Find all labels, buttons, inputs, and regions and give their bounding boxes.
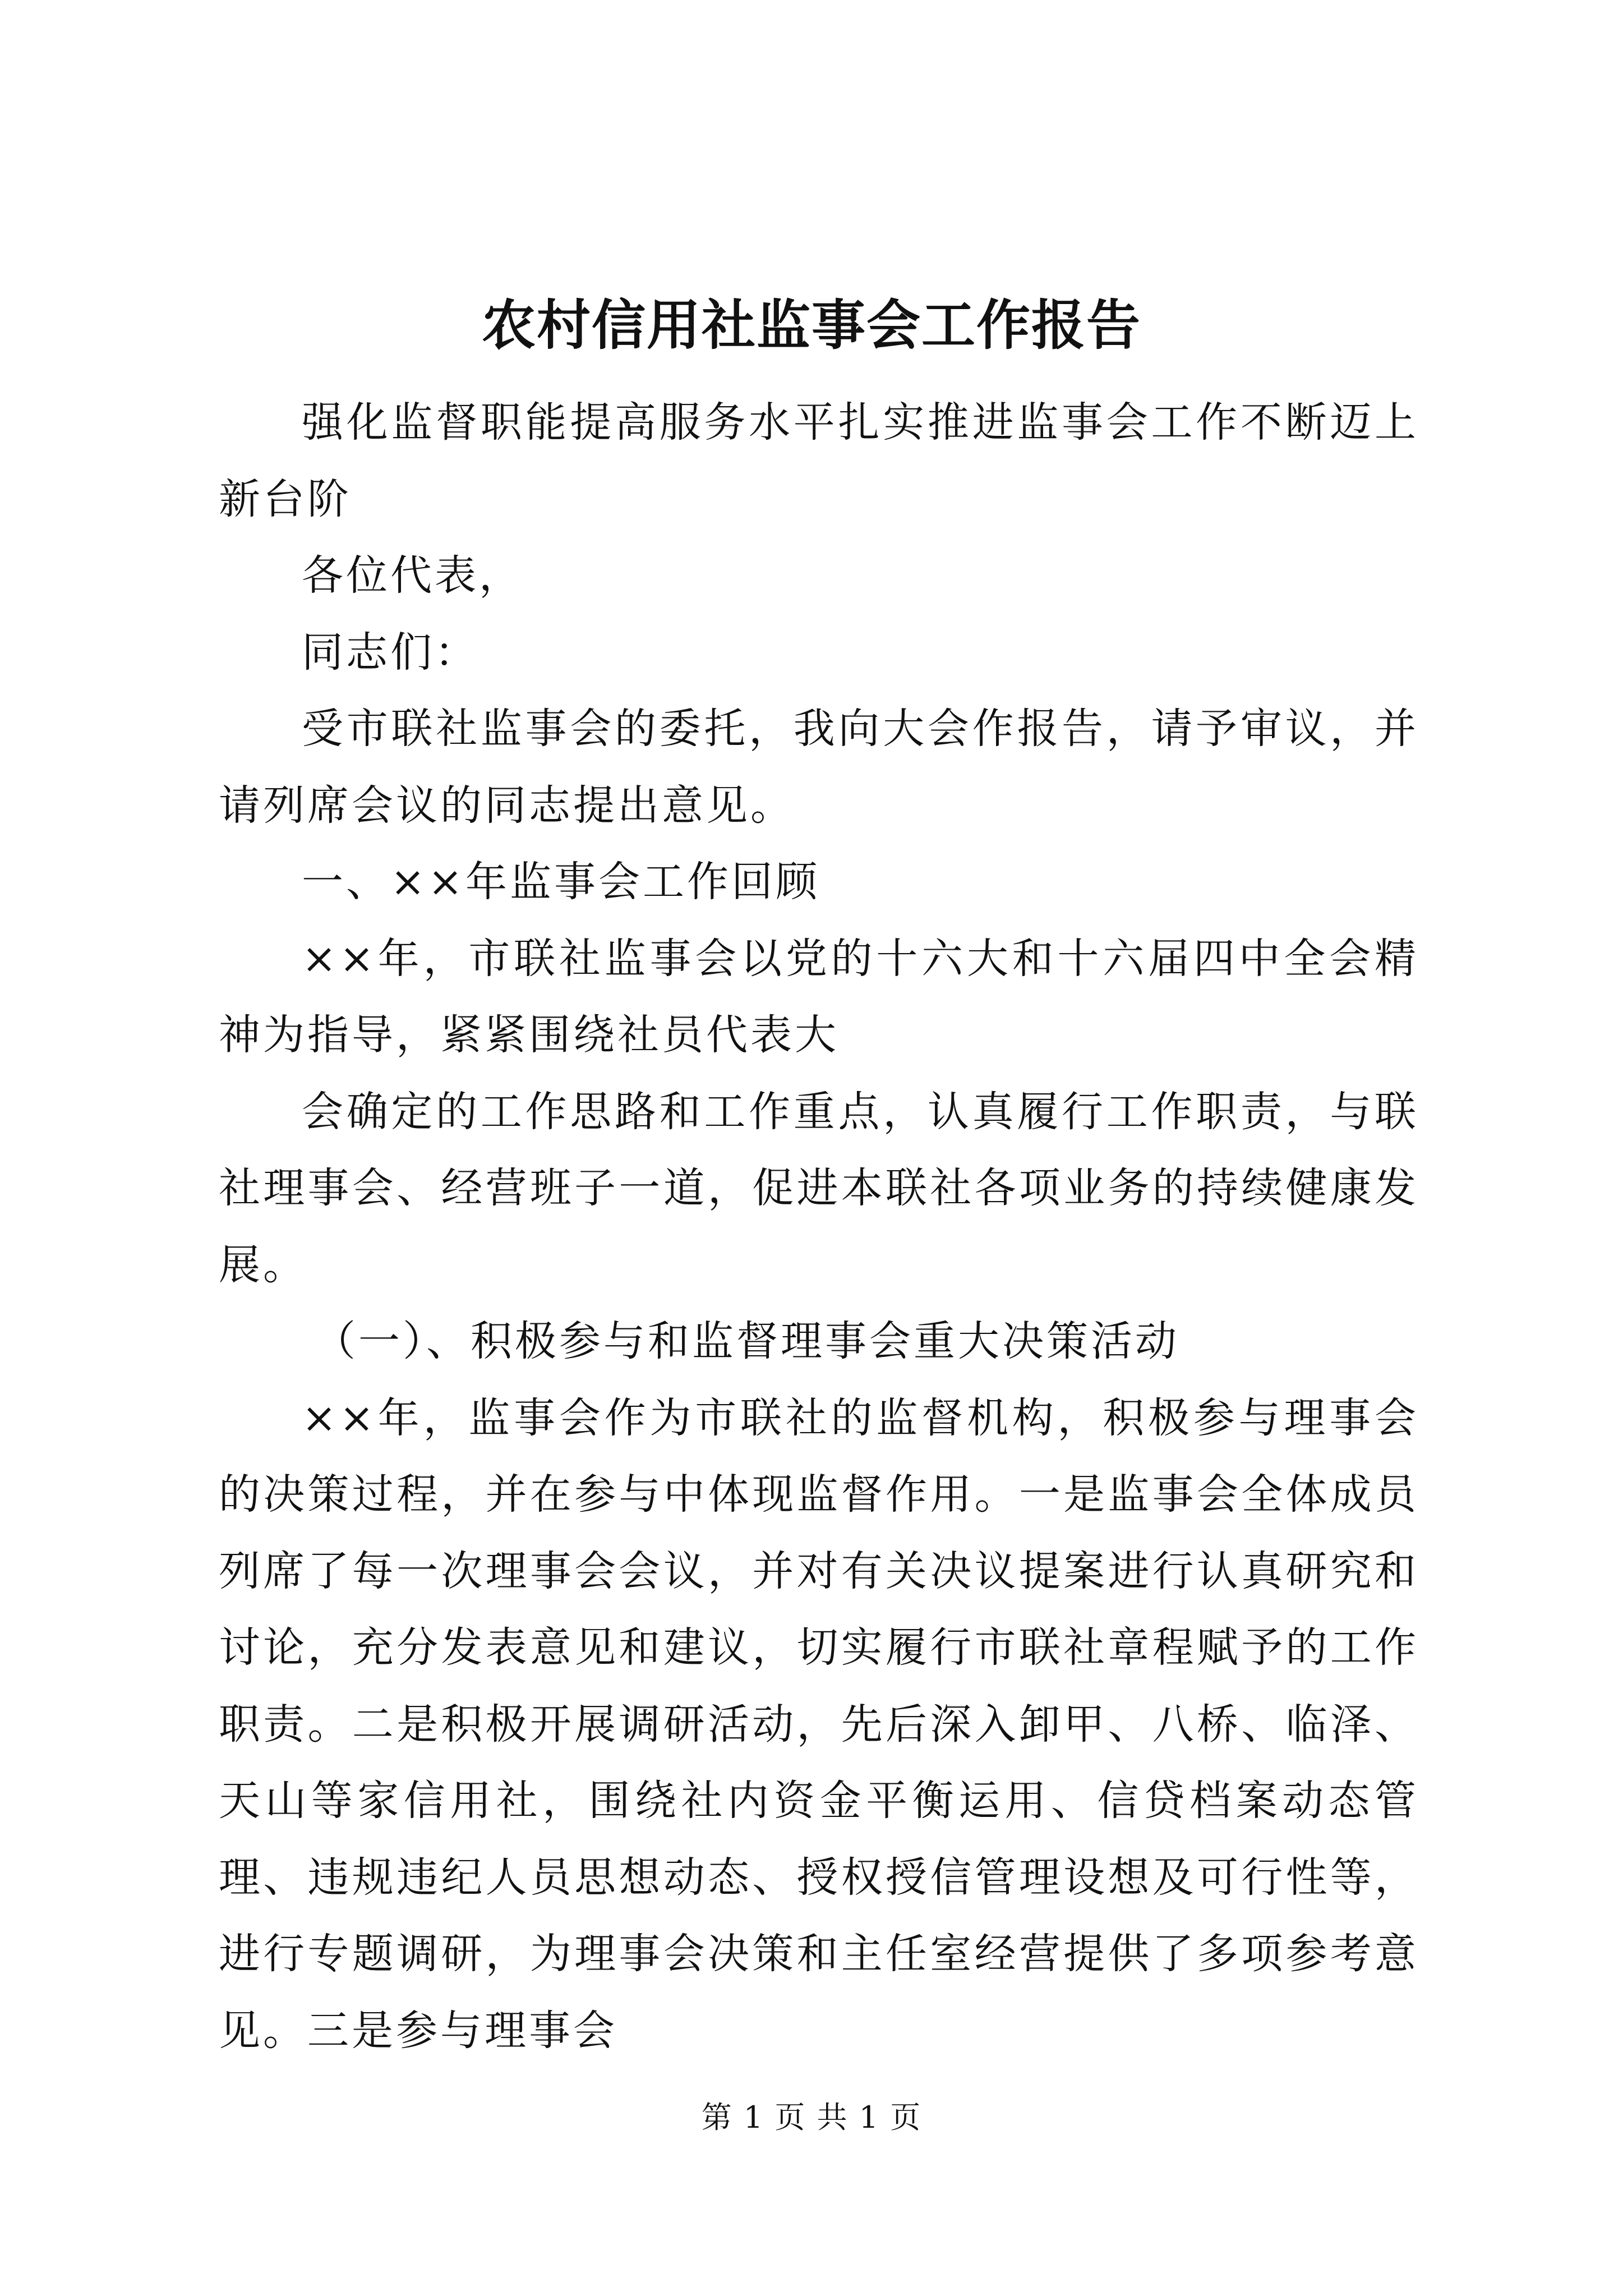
subtitle-paragraph: 强化监督职能提高服务水平扎实推进监事会工作不断迈上新台阶 [219,398,1419,523]
subsection-heading-1: （一）、积极参与和监督理事会重大决策活动 [314,1317,1179,1365]
document-body [219,384,1419,2069]
salutation-delegates: 各位代表， [302,551,523,600]
body-paragraph: ××年，市联社监事会以党的十六大和十六届四中全会精神为指导，紧紧围绕社员代表大 [219,934,1419,1059]
section-heading-1: 一、××年监事会工作回顾 [302,858,820,906]
salutation-comrades: 同志们： [302,628,479,677]
page-footer: 第 1 页 共 1 页 [701,2100,922,2135]
document-title: 农村信用社监事会工作报告 [482,293,1141,357]
intro-paragraph: 受市联社监事会的委托，我向大会作报告，请予审议，并请列席会议的同志提出意见。 [219,705,1419,830]
body-paragraph: 会确定的工作思路和工作重点，认真履行工作职责，与联社理事会、经营班子一道，促进本联社各项业务的持续健康发展。 [219,1087,1419,1289]
body-paragraph: ××年，监事会作为市联社的监督机构，积极参与理事会的决策过程，并在参与中体现监督作用。一是监事会全体成员列席了每一次理事会会议，并对有关决议提案进行认真研究和讨论，充分发表意见和建议，切实履行市联社章程赋予的工作职责。二是积极开展调研活动，先后深入卸甲、八桥、临泽、天山等家信用社，围绕社内资金平衡运用、信贷档案动态管理、违规违纪人员思想动态、授权授信管理设想及可行性等，进行专题调研，为理事会决策和主任室经营提供了多项参考意见。三是参与理事会 [219,1393,1419,2055]
